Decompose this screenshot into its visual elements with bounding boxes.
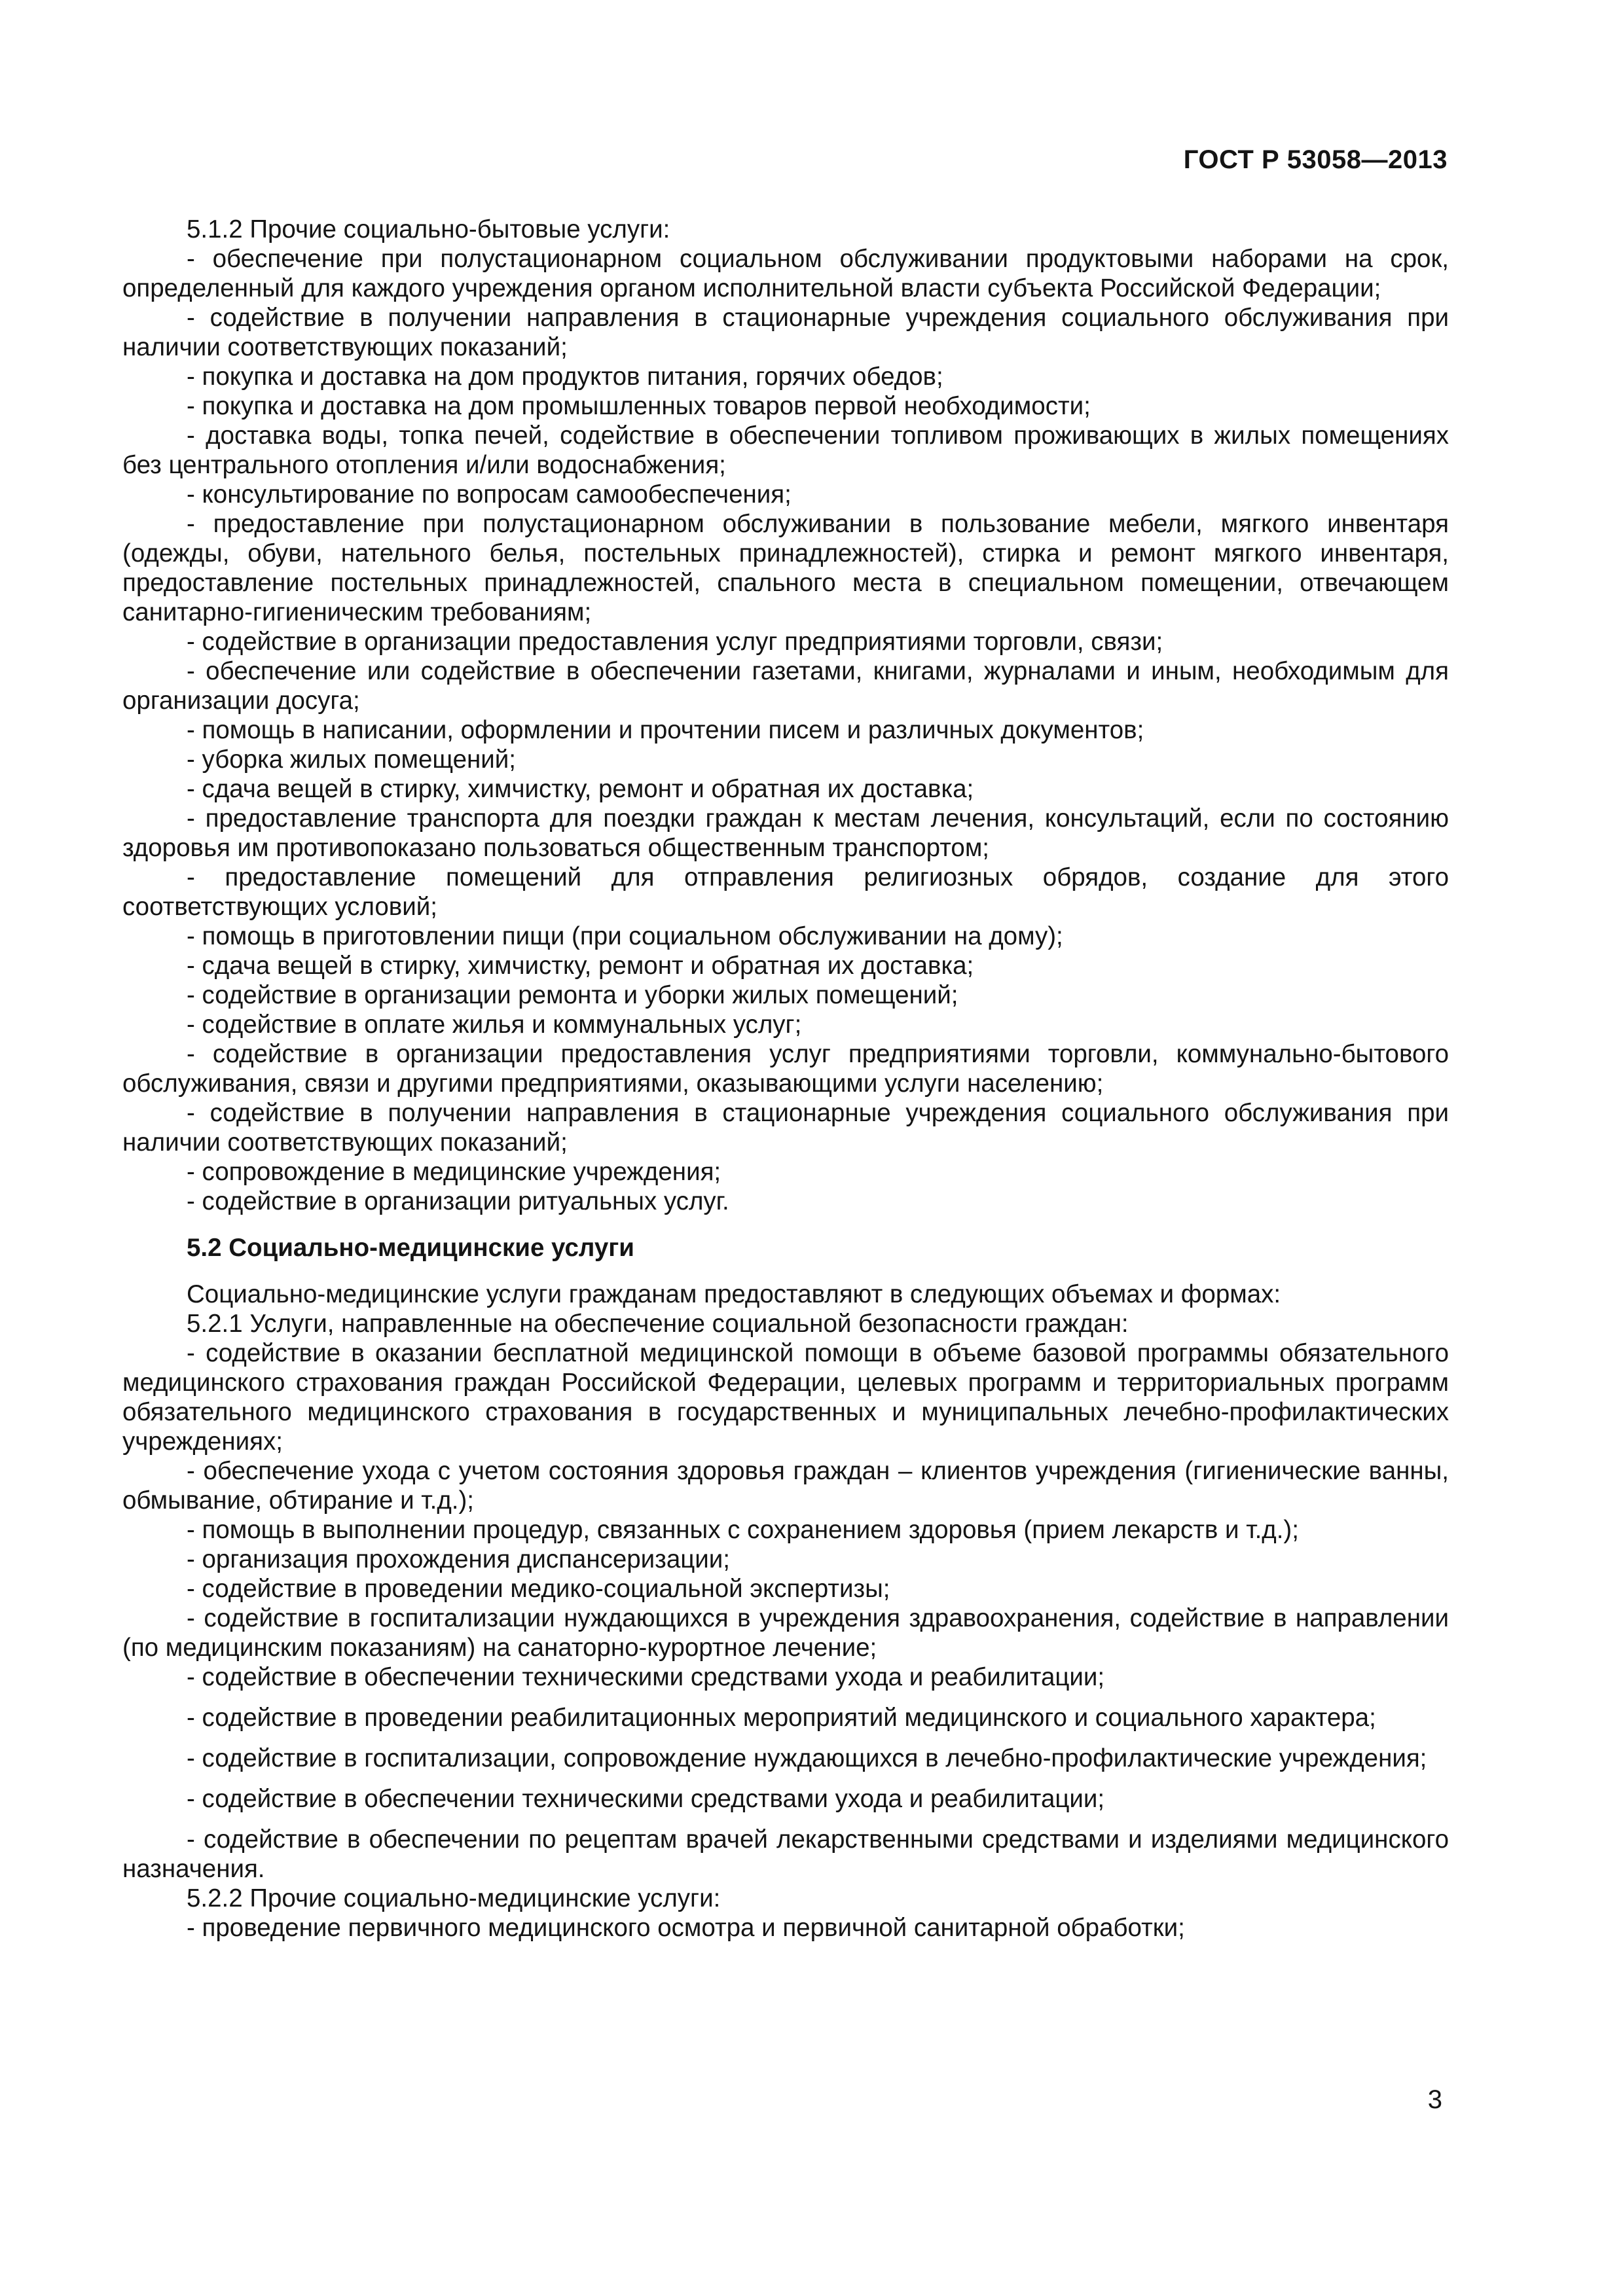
list-item: - содействие в организации ремонта и уборки жилых помещений;	[187, 981, 958, 1009]
list-item: - покупка и доставка на дом промышленных товаров первой необходимости;	[187, 392, 1091, 420]
list-item: - содействие в обеспечении по рецептам врачей лекарственными средствами и изделиями медицинского назначения.	[122, 1825, 1449, 1883]
list-item: - содействие в проведении медико-социальной экспертизы;	[187, 1575, 890, 1603]
list-item: - содействие в оказании бесплатной медицинской помощи в объеме базовой программы обязательного медицинского страхования граждан Российской Федерации, целевых программ и территориальных программ обязательного медицинского страхования в государственных и муниципальных лечебно-профилактических учреждениях;	[122, 1339, 1449, 1456]
list-item: - содействие в проведении реабилитационных мероприятий медицинского и социального характера;	[187, 1704, 1376, 1732]
list-item: - помощь в выполнении процедур, связанных с сохранением здоровья (прием лекарств и т.д.);	[187, 1516, 1299, 1544]
list-item: - доставка воды, топка печей, содействие в обеспечении топливом проживающих в жилых помещениях без центрального отопления и/или водоснабжения;	[122, 422, 1449, 479]
list-item: - предоставление транспорта для поездки граждан к местам лечения, консультаций, если по состоянию здоровья им противопоказано пользоваться общественным транспортом;	[122, 804, 1449, 862]
list-item: - покупка и доставка на дом продуктов питания, горячих обедов;	[187, 363, 943, 391]
list-item: - сдача вещей в стирку, химчистку, ремонт и обратная их доставка;	[187, 775, 974, 803]
list-item: - сдача вещей в стирку, химчистку, ремонт и обратная их доставка;	[187, 952, 974, 980]
list-item: - содействие в оплате жилья и коммунальных услуг;	[187, 1011, 802, 1039]
list-item: - сопровождение в медицинские учреждения;	[187, 1158, 721, 1186]
list-item: - помощь в написании, оформлении и прочтении писем и различных документов;	[187, 716, 1144, 744]
list-item: - уборка жилых помещений;	[187, 745, 516, 774]
list-item: - содействие в получении направления в стационарные учреждения социального обслуживания при наличии соответствующих показаний;	[122, 304, 1449, 361]
list-item: - проведение первичного медицинского осмотра и первичной санитарной обработки;	[187, 1914, 1185, 1942]
list-item: - содействие в организации ритуальных услуг.	[187, 1187, 729, 1215]
list-item: - организация прохождения диспансеризации;	[187, 1545, 731, 1573]
section-heading: 5.2 Социально-медицинские услуги	[187, 1234, 634, 1262]
list-item: - помощь в приготовлении пищи (при социальном обслуживании на дому);	[187, 922, 1063, 950]
service-list	[122, 1338, 1449, 1884]
list-item: - содействие в обеспечении техническими средствами ухода и реабилитации;	[187, 1785, 1105, 1813]
subsection-title: 5.1.2 Прочие социально-бытовые услуги:	[187, 215, 670, 243]
list-item: - предоставление при полустационарном обслуживании в пользование мебели, мягкого инвентаря (одежды, обуви, нательного белья, постельных принадлежностей), стирка и ремонт мягкого инвентаря, предоставление постельных принадлежностей, спального места в специальном помещении, отвечающем санитарно-гигиеническим требованиям;	[122, 510, 1449, 626]
list-item: - консультирование по вопросам самообеспечения;	[187, 480, 792, 509]
section-intro: Социально-медицинские услуги гражданам предоставляют в следующих объемах и формах:	[187, 1280, 1281, 1308]
document-body	[122, 215, 1449, 1943]
service-list	[122, 1913, 1449, 1943]
list-item: - содействие в госпитализации нуждающихся в учреждения здравоохранения, содействие в направлении (по медицинским показаниям) на санаторно-курортное лечение;	[122, 1604, 1449, 1662]
page-number: 3	[1427, 2085, 1442, 2114]
subsection-title: 5.2.2 Прочие социально-медицинские услуги:	[187, 1884, 721, 1912]
list-item: - обеспечение или содействие в обеспечении газетами, книгами, журналами и иным, необходимым для организации досуга;	[122, 657, 1449, 715]
list-item: - обеспечение при полустационарном социальном обслуживании продуктовыми наборами на срок, определенный для каждого учреждения органом исполнительной власти субъекта Российской Федерации;	[122, 245, 1449, 302]
document-code-header: ГОСТ Р 53058—2013	[1183, 145, 1448, 174]
list-item: - обеспечение ухода с учетом состояния здоровья граждан – клиентов учреждения (гигиенические ванны, обмывание, обтирание и т.д.);	[122, 1457, 1449, 1515]
list-item: - предоставление помещений для отправления религиозных обрядов, создание для этого соответствующих условий;	[122, 863, 1449, 921]
list-item: - содействие в обеспечении техническими средствами ухода и реабилитации;	[187, 1663, 1105, 1691]
list-item: - содействие в получении направления в стационарные учреждения социального обслуживания при наличии соответствующих показаний;	[122, 1099, 1449, 1157]
list-item: - содействие в организации предоставления услуг предприятиями торговли, коммунально-бытового обслуживания, связи и другими предприятиями, оказывающими услуги населению;	[122, 1040, 1449, 1098]
subsection-title: 5.2.1 Услуги, направленные на обеспечение социальной безопасности граждан:	[187, 1310, 1129, 1338]
list-item: - содействие в госпитализации, сопровождение нуждающихся в лечебно-профилактические учреждения;	[187, 1744, 1427, 1772]
list-item: - содействие в организации предоставления услуг предприятиями торговли, связи;	[187, 628, 1163, 656]
service-list	[122, 244, 1449, 1216]
